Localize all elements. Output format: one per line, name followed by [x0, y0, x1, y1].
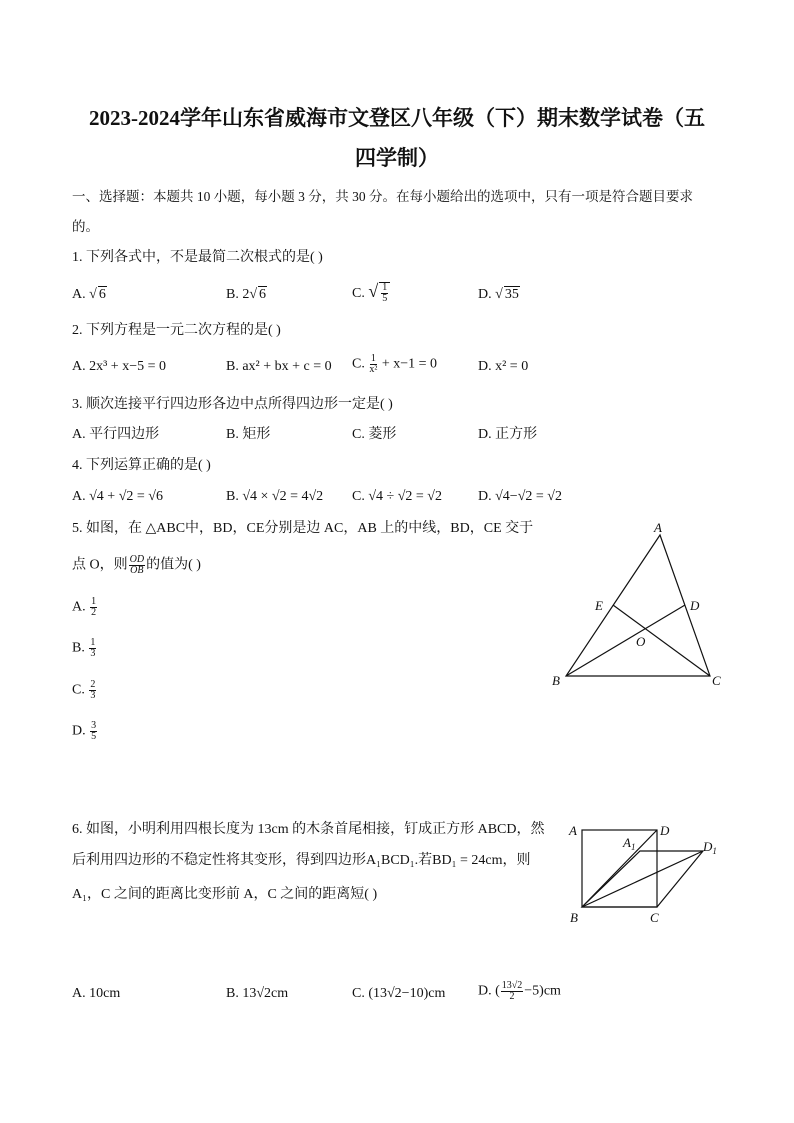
label-d1-letter: D: [703, 839, 713, 854]
q1-option-b-label: B. 2: [226, 287, 250, 302]
label-d1: [702, 839, 717, 856]
q1-option-a-label: A.: [72, 287, 90, 302]
q6-stem-line2: 后利用四边形的不稳定性将其变形，得到四边形A₁BCD₁.若BD₁ = 24cm，则: [72, 853, 531, 868]
denominator: OB: [130, 565, 144, 576]
q4-stem: 4. 下列运算正确的是( ): [72, 458, 211, 473]
q3-option-b: B. 矩形: [226, 427, 271, 442]
q5-option-a-label: A.: [72, 599, 90, 615]
q2-option-d: D. x² = 0: [478, 359, 529, 374]
exam-title-line1: 2023-2024学年山东省威海市文登区八年级（下）期末数学试卷（五: [89, 106, 705, 130]
denominator: 3: [90, 690, 96, 701]
q2-option-c-rest: + x−1 = 0: [378, 356, 438, 372]
label-e: E: [595, 598, 603, 613]
q2-option-a: A. 2x³ + x−5 = 0: [72, 359, 166, 374]
q5-option-c-label: C.: [72, 682, 89, 698]
q4-option-a: A. √4 + √2 = √6: [72, 489, 163, 504]
q3-option-c: C. 菱形: [352, 427, 397, 442]
label-a: A: [569, 823, 577, 838]
numerator: 1: [382, 282, 388, 294]
q2-stem: 2. 下列方程是一元二次方程的是( ): [72, 323, 281, 338]
q1-option-a-radicand: 6: [98, 287, 106, 302]
q5-option-b-label: B.: [72, 640, 89, 656]
fraction: [381, 283, 388, 304]
fraction: [501, 981, 524, 1002]
denominator: 2: [91, 607, 97, 618]
q5-stem-suffix: 的值为( ): [146, 557, 201, 573]
fraction: [89, 680, 96, 701]
q6-stem-line3: A₁，C 之间的距离比变形前 A，C 之间的距离短( ): [72, 887, 378, 902]
q6-option-d-label: D. (: [478, 983, 500, 999]
numerator: 1: [90, 637, 96, 648]
q2-option-b: B. ax² + bx + c = 0: [226, 359, 332, 374]
fraction: [369, 354, 377, 375]
q6-option-d: [478, 981, 561, 1002]
segment-ce: [613, 605, 710, 676]
q1-option-b-radicand: 6: [259, 287, 267, 302]
fraction: [129, 555, 145, 576]
denominator: 5: [382, 293, 388, 305]
q5-option-c: [72, 680, 97, 701]
label-a: A: [654, 520, 662, 535]
triangle-abc: [566, 535, 710, 676]
label-d1-sub: 1: [712, 846, 717, 856]
label-a1-letter: A: [623, 835, 631, 850]
q5-stem-line1: 5. 如图，在 △ABC中，BD，CE分别是边 AC，AB 上的中线，BD，CE 交于: [72, 521, 534, 536]
denominator: x²: [369, 364, 378, 375]
q1-option-a: [72, 286, 107, 304]
q5-option-d: [72, 721, 98, 742]
q1-option-d-label: D.: [478, 287, 496, 302]
numerator: 3: [91, 720, 97, 731]
label-d: D: [690, 598, 700, 613]
label-c: C: [712, 673, 721, 688]
fraction: [89, 638, 96, 659]
numerator: 13√2: [501, 980, 523, 991]
label-b: B: [570, 910, 578, 925]
q6-option-d-suffix: −5)cm: [524, 983, 561, 999]
q6-option-a: A. 10cm: [72, 986, 121, 1001]
q4-option-b: B. √4 × √2 = 4√2: [226, 489, 324, 504]
q1-option-d: [478, 286, 520, 304]
denominator: 5: [91, 731, 97, 742]
q1-option-d-radicand: 35: [504, 287, 519, 302]
q5-option-d-label: D.: [72, 723, 90, 739]
q3-option-d: D. 正方形: [478, 427, 538, 442]
section-header-line2: 的。: [72, 219, 99, 234]
label-o: O: [636, 634, 646, 649]
q6-option-c: C. (13√2−10)cm: [352, 986, 446, 1001]
q1-option-c: [352, 282, 390, 304]
sqrt-sign: [249, 287, 257, 302]
q3-option-a: A. 平行四边形: [72, 427, 160, 442]
q5-triangle-figure: [540, 515, 740, 695]
numerator: 2: [90, 679, 96, 690]
q5-stem-prefix: 点 O，则: [72, 557, 128, 573]
q5-option-a: [72, 597, 98, 618]
label-c: C: [650, 910, 659, 925]
q6-square-figure: [560, 818, 730, 930]
q1-option-b: [226, 286, 267, 304]
label-d: D: [660, 823, 670, 838]
segment-bd: [566, 605, 685, 676]
numerator: OD: [129, 554, 145, 565]
segment-bd: [582, 830, 657, 907]
q5-option-b: [72, 638, 97, 659]
label-a1-sub: 1: [630, 842, 636, 852]
fraction: [90, 721, 97, 742]
exam-title-line2: 四学制）: [355, 146, 439, 170]
q4-option-d: D. √4−√2 = √2: [478, 489, 562, 504]
section-header-line1: 一、选择题：本题共 10 小题，每小题 3 分，共 30 分。在每小题给出的选项中，只有一项是符合题目要求: [72, 189, 693, 204]
q5-stem-line2: [72, 555, 201, 576]
sqrt-sign: [368, 281, 378, 301]
q1-stem: 1. 下列各式中，不是最简二次根式的是( ): [72, 250, 323, 265]
denominator: 2: [509, 991, 515, 1002]
numerator: 1: [91, 596, 97, 607]
numerator: 1: [370, 353, 376, 364]
sqrt-sign: [495, 287, 503, 302]
sqrt-sign: [89, 287, 97, 302]
denominator: 3: [90, 648, 96, 659]
label-b: B: [552, 673, 560, 688]
q6-option-b: B. 13√2cm: [226, 986, 289, 1001]
q1-option-c-label: C.: [352, 286, 369, 301]
fraction: [90, 597, 97, 618]
label-a1: [622, 835, 635, 852]
q3-stem: 3. 顺次连接平行四边形各边中点所得四边形一定是( ): [72, 397, 393, 412]
segment-bd1: [582, 851, 703, 907]
q6-stem-line1: 6. 如图，小明利用四根长度为 13cm 的木条首尾相接，钉成正方形 ABCD，然: [72, 822, 545, 837]
q2-option-c: [352, 354, 437, 375]
q2-option-c-label: C.: [352, 356, 369, 372]
q1-option-c-radicand: [379, 282, 390, 304]
q4-option-c: C. √4 ÷ √2 = √2: [352, 489, 442, 504]
